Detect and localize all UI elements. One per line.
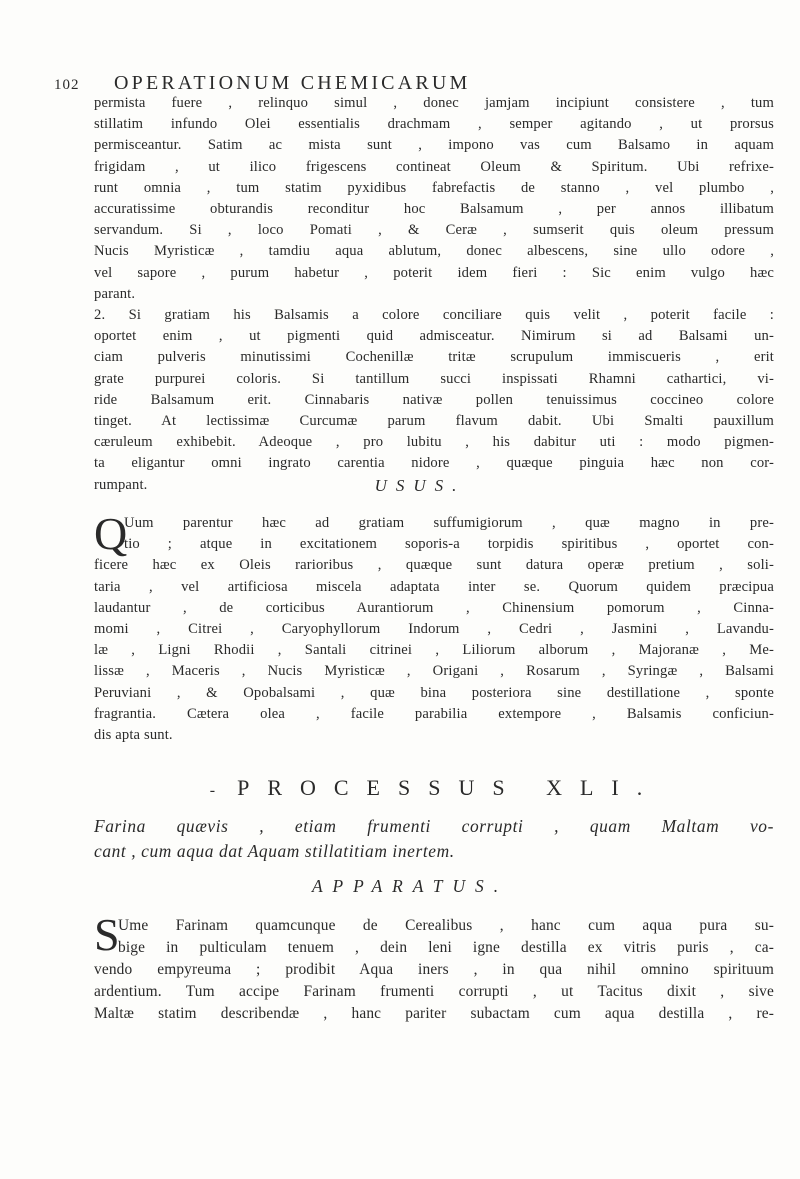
paragraph-3: [94, 508, 774, 746]
text-line: ficere hæc ex Oleis rarioribus , quæque sunt datura operæ pretium , soli-: [94, 557, 774, 574]
running-title: OPERATIONUM CHEMICARUM: [114, 72, 471, 94]
process-heading-text: PROCESSUS XLI.: [237, 775, 661, 800]
text-line: taria , vel artificiosa miscela adaptata inter se. Quorum quidem præcipua: [94, 578, 774, 595]
paragraph-4: [94, 909, 774, 1025]
usus-heading: USUS.: [374, 476, 466, 495]
text-line: dis apta sunt.: [94, 726, 173, 743]
text-line: Nucis Myristicæ , tamdiu aqua ablutum, donec albescens, sine ullo odore ,: [94, 243, 774, 260]
page-number: 102: [54, 77, 80, 93]
text-line: parant.: [94, 285, 136, 302]
text-line: Peruviani , & Opobalsami , quæ bina posteriora sine destillatione , sponte: [94, 684, 774, 701]
text-line: momi , Citrei , Caryophyllorum Indorum , Cedri , Jasmini , Lavandu-: [94, 620, 774, 637]
text-line: vel sapore , purum habetur , poterit idem fieri : Sic enim vulgo hæc: [94, 264, 774, 281]
text-line: permista fuere , relinquo simul , donec jamjam incipiunt consistere , tum: [94, 95, 774, 111]
text-line: læ , Ligni Rhodii , Santali citrinei , Liliorum alborum , Majoranæ , Me-: [94, 642, 774, 659]
paragraph-1: [94, 93, 774, 305]
text-line: lissæ , Maceris , Nucis Myristicæ , Origani , Rosarum , Syringæ , Balsami: [94, 663, 774, 680]
text-line: frigidam , ut ilico frigescens contineat Oleum & Spiritum. Ubi refrixe-: [94, 158, 774, 175]
process-subtitle-line: cant , cum aqua dat Aquam stillatitiam inertem.: [94, 841, 455, 861]
text-line: ta eligantur omni ingrato carentia nidore , quæque pinguia hæc non cor-: [94, 455, 774, 472]
text-line: grate purpurei coloris. Si tantillum succi inspissati Rhamni cathartici, vi-: [94, 370, 774, 387]
text-line: bige in pulticulam tenuem , dein leni igne destilla ex vitris puris , ca-: [118, 939, 774, 956]
heading-dash: -: [209, 782, 216, 799]
drop-cap-q: Q: [94, 508, 128, 559]
text-line: ride Balsamum erit. Cinnabaris nativæ pollen tenuissimus coccineo colore: [94, 391, 774, 408]
text-line: fragrantia. Cætera olea , facile parabilia extempore , Balsamis conficiun-: [94, 705, 774, 722]
paragraph-2: [94, 305, 774, 496]
text-line: Uum parentur hæc ad gratiam suffumigiorum , quæ magno in pre-: [124, 515, 774, 531]
text-line: ardentium. Tum accipe Farinam frumenti corrupti , ut Tacitus dixit , sive: [94, 983, 774, 1000]
process-subtitle-line: Farina quævis , etiam frumenti corrupti , quam Maltam vo-: [94, 816, 774, 836]
page-header: [54, 72, 774, 94]
drop-cap-s: S: [94, 909, 120, 960]
text-line: runt omnia , tum statim pyxidibus fabrefactis de stanno , vel plumbo ,: [94, 179, 774, 196]
text-line: ciam pulveris minutissimi Cochenillæ tritæ scrupulum immiscueris , erit: [94, 349, 774, 366]
apparatus-heading: APPARATUS.: [311, 876, 509, 896]
text-line: cæruleum exhibebit. Adeoque , pro lubitu , his dabitur uti : modo pigmen-: [94, 434, 774, 451]
text-line: oportet enim , ut pigmenti quid admisceatur. Nimirum si ad Balsami un-: [94, 328, 774, 345]
text-line: servandum. Si , loco Pomati , & Ceræ , sumserit quis oleum pressum: [94, 222, 774, 239]
text-line: Maltæ statim describendæ , hanc pariter subactam cum aqua destilla , re-: [94, 1005, 774, 1022]
text-line: accuratissime obturandis reconditur hoc Balsamum , per annos illibatum: [94, 200, 774, 217]
text-line: tinget. At lectissimæ Curcumæ parum flavum dabit. Ubi Smalti pauxillum: [94, 412, 774, 429]
text-line: vendo empyreuma ; prodibit Aqua iners , in qua nihil omnino spirituum: [94, 961, 774, 978]
text-line: tio ; atque in excitationem soporis-a torpidis spiritibus , oportet con-: [124, 536, 774, 553]
text-line: rumpant.: [94, 476, 148, 493]
text-line: laudantur , de corticibus Aurantiorum , Chinensium pomorum , Cinna-: [94, 599, 774, 616]
text-line: permisceantur. Satim ac mista sunt , impono vas cum Balsamo in aquam: [94, 137, 774, 154]
text-line: stillatim infundo Olei essentialis drachmam , semper agitando , ut prorsus: [94, 116, 774, 133]
text-line: 2. Si gratiam his Balsamis a colore conciliare quis velit , poterit facile :: [94, 307, 774, 323]
process-heading: [0, 775, 800, 801]
text-line: Ume Farinam quamcunque de Cerealibus , hanc cum aqua pura su-: [118, 917, 774, 934]
